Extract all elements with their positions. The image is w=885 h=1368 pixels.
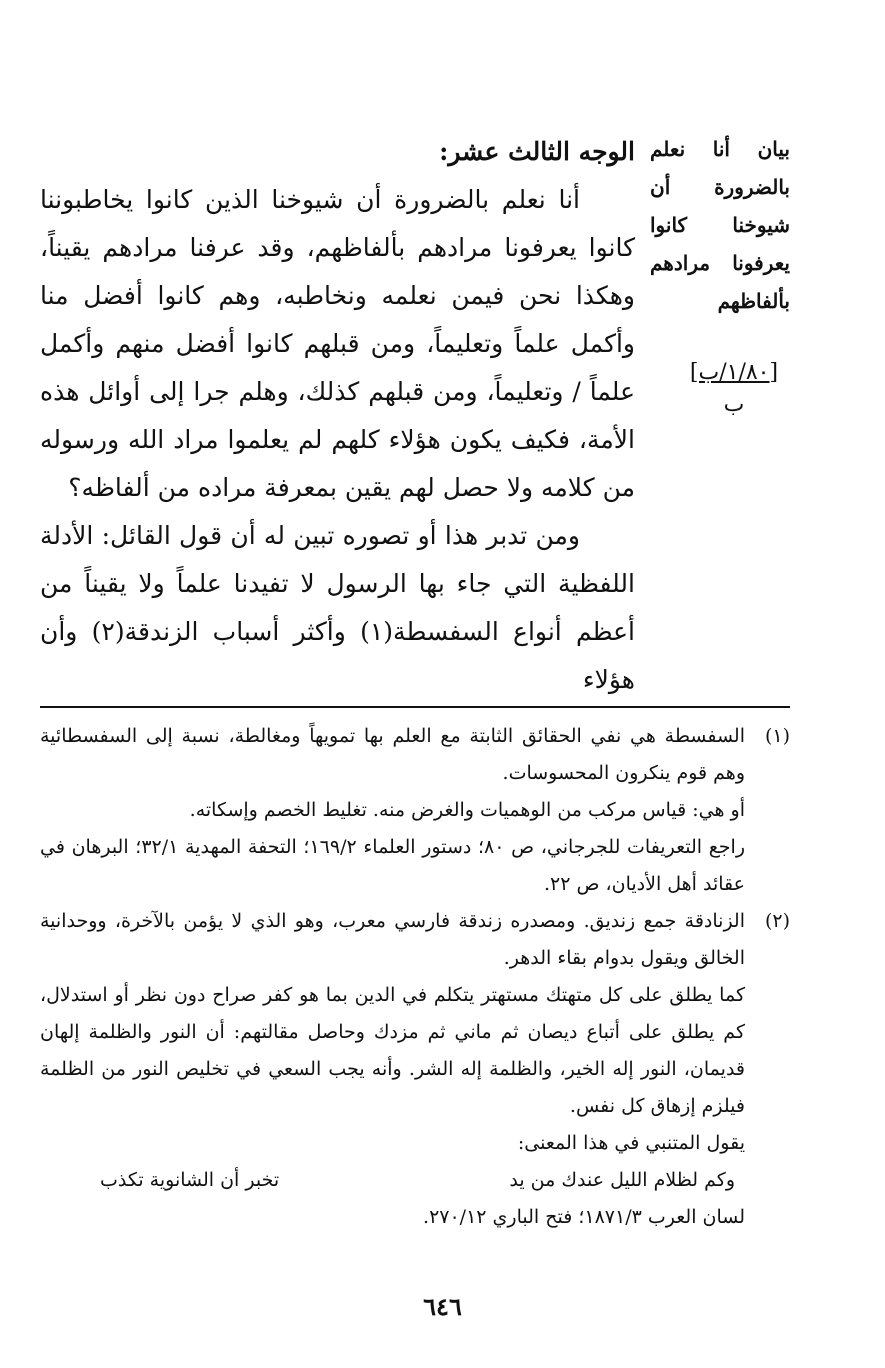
- folio-letter: ب: [723, 392, 745, 417]
- folio-ref-label: [١/٨٠/ب]: [689, 360, 779, 385]
- footnote-text: يقول المتنبي في هذا المعنى:: [517, 1132, 745, 1154]
- margin-note: بيان أنا نعلم بالضرورة أن شيوخنا كانوا يعرفونا مرادهم بألفاظهم: [650, 137, 790, 313]
- footnote-text: السفسطة هي نفي الحقائق الثابتة مع العلم بها تمويهاً ومغالطة، نسبة إلى السفسطائية وهم قوم ينكرون المحسوسات.: [40, 725, 745, 784]
- verse-hemistich-2: تخبر أن الشانوية تكذب: [100, 1169, 280, 1191]
- footnote-2: [40, 903, 790, 1236]
- section-heading: الوجه الثالث عشر:: [439, 137, 635, 166]
- footnotes: [40, 718, 790, 1236]
- footnote-divider: [40, 706, 790, 708]
- footnote-text: أو هي: قياس مركب من الوهميات والغرض منه. تغليط الخصم وإسكاته.: [189, 799, 745, 821]
- footnote-text: الزنادقة جمع زنديق. ومصدره زندقة فارسي معرب، وهو الذي لا يؤمن بالآخرة، ووحدانية الخالق ويقول بدوام بقاء الدهر.: [40, 910, 745, 969]
- paragraph-2: ومن تدبر هذا أو تصوره تبين له أن قول القائل: الأدلة اللفظية التي جاء بها الرسول لا تفيدنا علماً ولا يقيناً من أعظم أنواع السفسطة(١) وأكثر أسباب الزندقة(٢) وأن هؤلاء: [40, 521, 636, 694]
- paragraph-1: أنا نعلم بالضرورة أن شيوخنا الذين كانوا يخاطبوننا كانوا يعرفونا مرادهم بألفاظهم، وقد عرفنا مرادهم يقيناً، وهكذا نحن فيمن نعلمه ونخاطبه، وهم كانوا أفضل منا وأكمل علماً وتعليماً، ومن قبلهم كانوا أفضل منهم وأكمل علماً / وتعليماً، ومن قبلهم كذلك، وهلم جرا إلى أوائل هذه الأمة، فكيف يكون هؤلاء كلهم لم يعلموا مراد الله ورسوله من كلامه ولا حصل لهم يقين بمعرفة مراده من ألفاظه؟: [40, 185, 635, 502]
- folio-reference: [680, 358, 788, 422]
- page-number: ٦٤٦: [423, 1292, 462, 1321]
- verse-hemistich-1: وكم لظلام الليل عندك من يد: [509, 1169, 735, 1191]
- footnote-source: لسان العرب ١٨٧١/٣؛ فتح الباري ٢٧٠/١٢.: [423, 1206, 745, 1228]
- footnote-text: كما يطلق على كل متهتك مستهتر يتكلم في الدين بما هو كفر صراح دون نظر أو استدلال، كم يطلق على أتباع ديصان ثم ماني ثم مزدك وحاصل مقالتهم: أن النور والظلمة إلهان قديمان، النور إله الخير، والظلمة إله الشر. وأنه يجب السعي في تخليص النور من الظلمة فيلزم إزهاق كل نفس.: [40, 984, 745, 1117]
- poetry-verse: [40, 1162, 745, 1199]
- main-text: [40, 128, 635, 704]
- footnote-text: راجع التعريفات للجرجاني، ص ٨٠؛ دستور العلماء ١٦٩/٢؛ التحفة المهدية ٣٢/١؛ البرهان في عقائد أهل الأديان، ص ٢٢.: [40, 836, 746, 895]
- footnote-number: (١): [764, 725, 790, 747]
- footnote-1: [40, 718, 790, 903]
- footnote-number: (٢): [764, 910, 790, 932]
